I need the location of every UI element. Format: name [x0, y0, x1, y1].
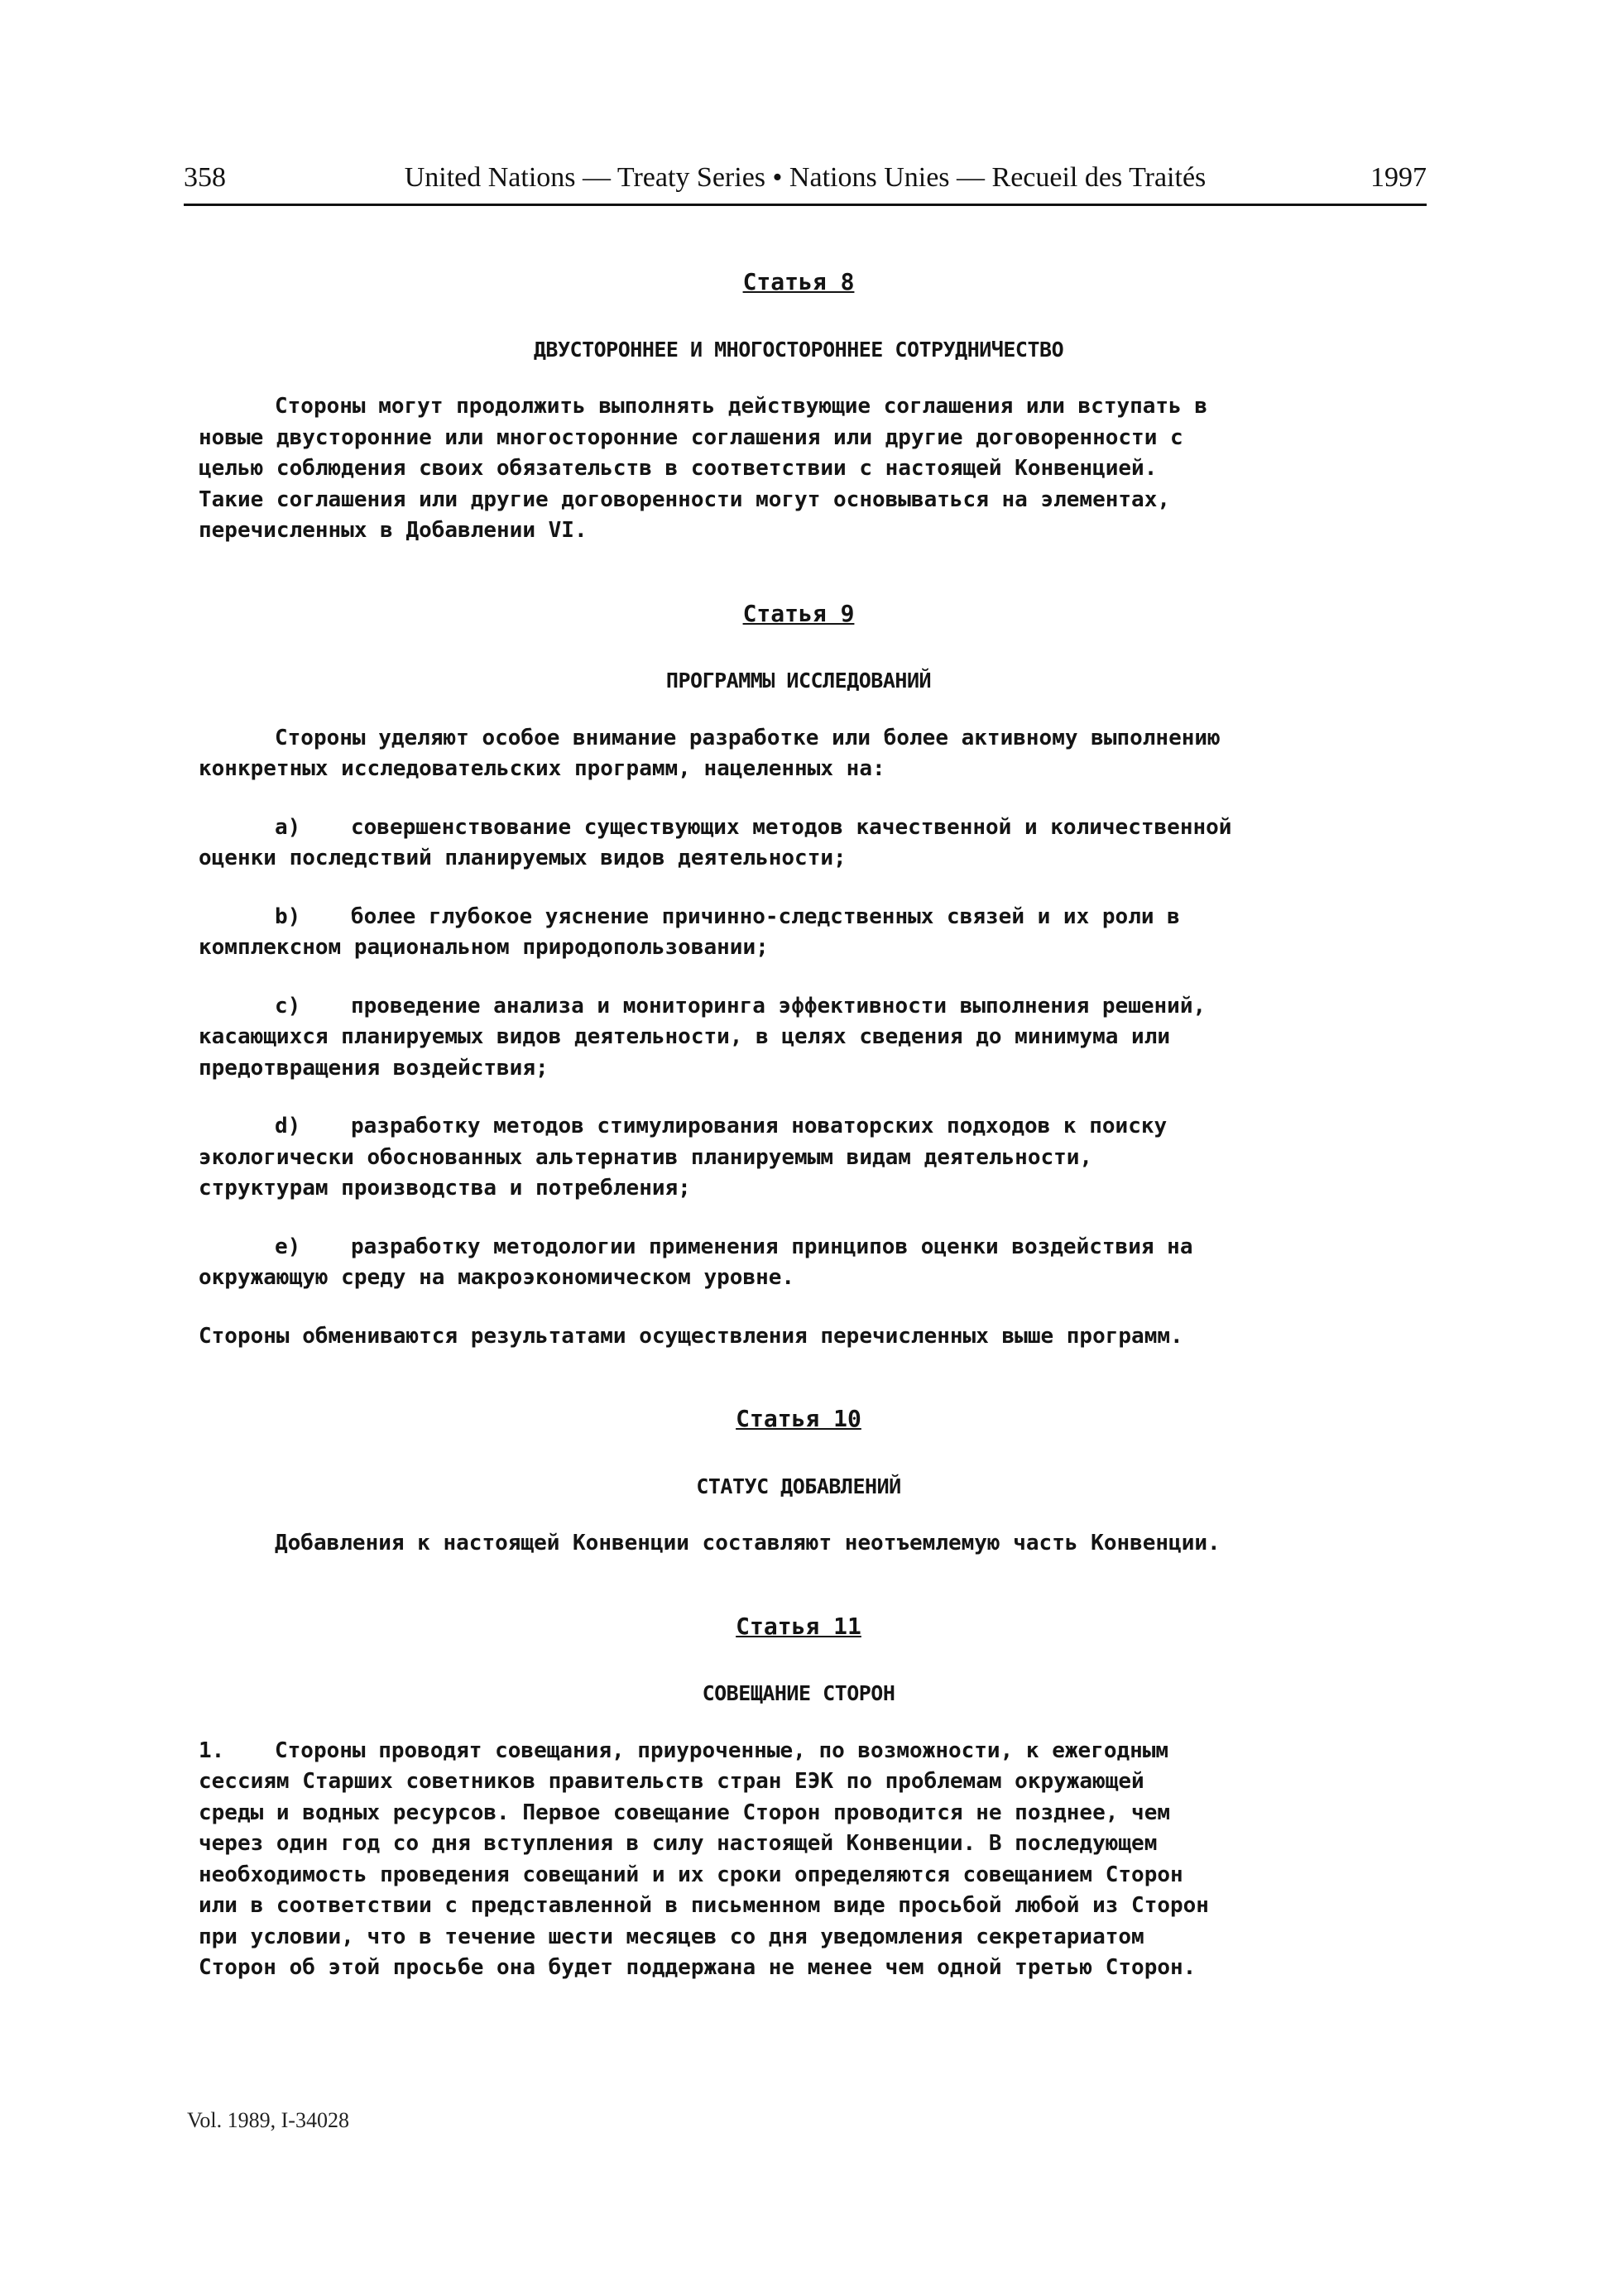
article-number: Статья 8 [742, 268, 855, 295]
list-item [199, 1111, 1399, 1205]
line-text: необходимость проведения совещаний и их сроки определяются совещанием Сторон [199, 1862, 1183, 1887]
line-text: оценки последствий планируемых видов деятельности; [199, 846, 847, 870]
text-line [199, 723, 1399, 755]
paragraph [199, 723, 1399, 785]
list-item [199, 1232, 1399, 1294]
article-title: ПРОГРАММЫ ИССЛЕДОВАНИЙ [665, 669, 932, 693]
line-text: касающихся планируемых видов деятельности, в целях сведения до минимума или [199, 1024, 1170, 1049]
text-line [199, 812, 1399, 844]
text-line [199, 932, 1399, 964]
paragraph [199, 1321, 1399, 1353]
text-line [199, 1232, 1399, 1263]
article-number: Статья 11 [736, 1612, 861, 1640]
text-line [199, 1953, 1399, 1984]
text-line [199, 843, 1399, 875]
line-text: Сторон об этой просьбе она будет поддержана не менее чем одной третью Сторон. [199, 1955, 1197, 1980]
line-text: проведение анализа и мониторинга эффективности выполнения решений, [351, 993, 1207, 1019]
line-text: Стороны проводят совещания, приуроченные, по возможности, к ежегодным [275, 1738, 1169, 1763]
line-text: при условии, что в течение шести месяцев со дня уведомления секретариатом [199, 1924, 1144, 1949]
article-title: СТАТУС ДОБАВЛЕНИЙ [696, 1474, 901, 1498]
line-text: Стороны обмениваются результатами осуществления перечисленных выше программ. [199, 1323, 1183, 1349]
text-line [199, 1860, 1399, 1891]
line-text: или в соответствии с представленной в письменном виде просьбой любой из Сторон [199, 1893, 1209, 1918]
paragraph [199, 391, 1399, 547]
text-line [199, 1736, 1399, 1767]
item-label: e) [275, 1234, 301, 1259]
text-line [199, 1528, 1399, 1560]
line-text: конкретных исследовательских программ, нацеленных на: [199, 756, 885, 781]
year: 1997 [1370, 162, 1427, 193]
text-line [199, 453, 1399, 485]
line-text: экологически обоснованных альтернатив планируемым видам деятельности, [199, 1144, 1093, 1170]
text-line [199, 1829, 1399, 1860]
article-9 [199, 598, 1399, 1353]
line-text: через один год со дня вступления в силу настоящей Конвенции. В последующем [199, 1831, 1158, 1856]
paragraph [199, 1528, 1399, 1560]
line-text: Такие соглашения или другие договоренности могут основываться на элементах, [199, 487, 1170, 512]
line-text: среды и водных ресурсов. Первое совещание Сторон проводится не позднее, чем [199, 1800, 1170, 1825]
text-line [199, 391, 1399, 423]
item-label: 1. [199, 1738, 225, 1763]
line-text: целью соблюдения своих обязательств в соответствии с настоящей Конвенцией. [199, 456, 1158, 481]
list-item [199, 991, 1399, 1085]
line-text: новые двусторонние или многосторонние соглашения или другие договоренности с [199, 424, 1183, 450]
item-label: c) [275, 993, 301, 1019]
line-text: перечисленных в Добавлении VI. [199, 518, 588, 543]
line-text: структурам производства и потребления; [199, 1176, 691, 1201]
line-text: более глубокое уяснение причинно-следственных связей и их роли в [351, 904, 1180, 929]
item-label: b) [275, 904, 301, 929]
list-item [199, 1736, 1399, 1984]
text-line [199, 1798, 1399, 1829]
article-10 [199, 1403, 1399, 1560]
series-title: United Nations — Treaty Series • Nations Unies — Recueil des Traités [404, 162, 1207, 193]
text-line [199, 1766, 1399, 1798]
text-line [199, 1143, 1399, 1174]
text-line [199, 485, 1399, 516]
text-line [199, 754, 1399, 785]
line-text: разработку методологии применения принципов оценки воздействия на [351, 1234, 1193, 1259]
line-text: предотвращения воздействия; [199, 1055, 549, 1081]
article-title: ДВУСТОРОННЕЕ И МНОГОСТОРОННЕЕ СОТРУДНИЧЕСТВО [533, 337, 1064, 362]
line-text: Стороны уделяют особое внимание разработке или более активному выполнению [275, 725, 1221, 750]
text-line [199, 1053, 1399, 1085]
text-line [199, 1263, 1399, 1294]
line-text: Добавления к настоящей Конвенции составляют неотъемлемую часть Конвенции. [275, 1531, 1221, 1555]
list-item [199, 812, 1399, 875]
item-label: d) [275, 1114, 301, 1138]
line-text: разработку методов стимулирования новаторских подходов к поиску [351, 1114, 1168, 1138]
page-number: 358 [184, 162, 226, 193]
running-head [184, 157, 1427, 206]
article-8 [199, 266, 1399, 547]
line-text: сессиям Старших советников правительств стран ЕЭК по проблемам окружающей [199, 1769, 1144, 1794]
article-number: Статья 10 [736, 1405, 861, 1432]
line-text: окружающую среду на макроэкономическом уровне. [199, 1265, 795, 1290]
text-line [199, 423, 1399, 454]
list-item [199, 902, 1399, 964]
line-text: совершенствование существующих методов качественной и количественной [351, 814, 1232, 840]
text-line [199, 1922, 1399, 1953]
text-line [199, 1173, 1399, 1205]
text-line [199, 1111, 1399, 1143]
article-title: СОВЕЩАНИЕ СТОРОН [702, 1681, 895, 1705]
article-number: Статья 9 [742, 599, 855, 627]
volume-reference: Vol. 1989, I-34028 [187, 2108, 349, 2132]
text-line [199, 1891, 1399, 1922]
text-line [199, 1022, 1399, 1053]
text-line [199, 991, 1399, 1023]
text-line [199, 1321, 1399, 1353]
document-body [199, 266, 1399, 2011]
article-11 [199, 1611, 1399, 1984]
line-text: комплексном рациональном природопользовании; [199, 935, 769, 960]
item-label: a) [275, 814, 301, 840]
line-text: Стороны могут продолжить выполнять действующие соглашения или вступать в [275, 394, 1208, 419]
text-line [199, 902, 1399, 933]
text-line [199, 515, 1399, 547]
